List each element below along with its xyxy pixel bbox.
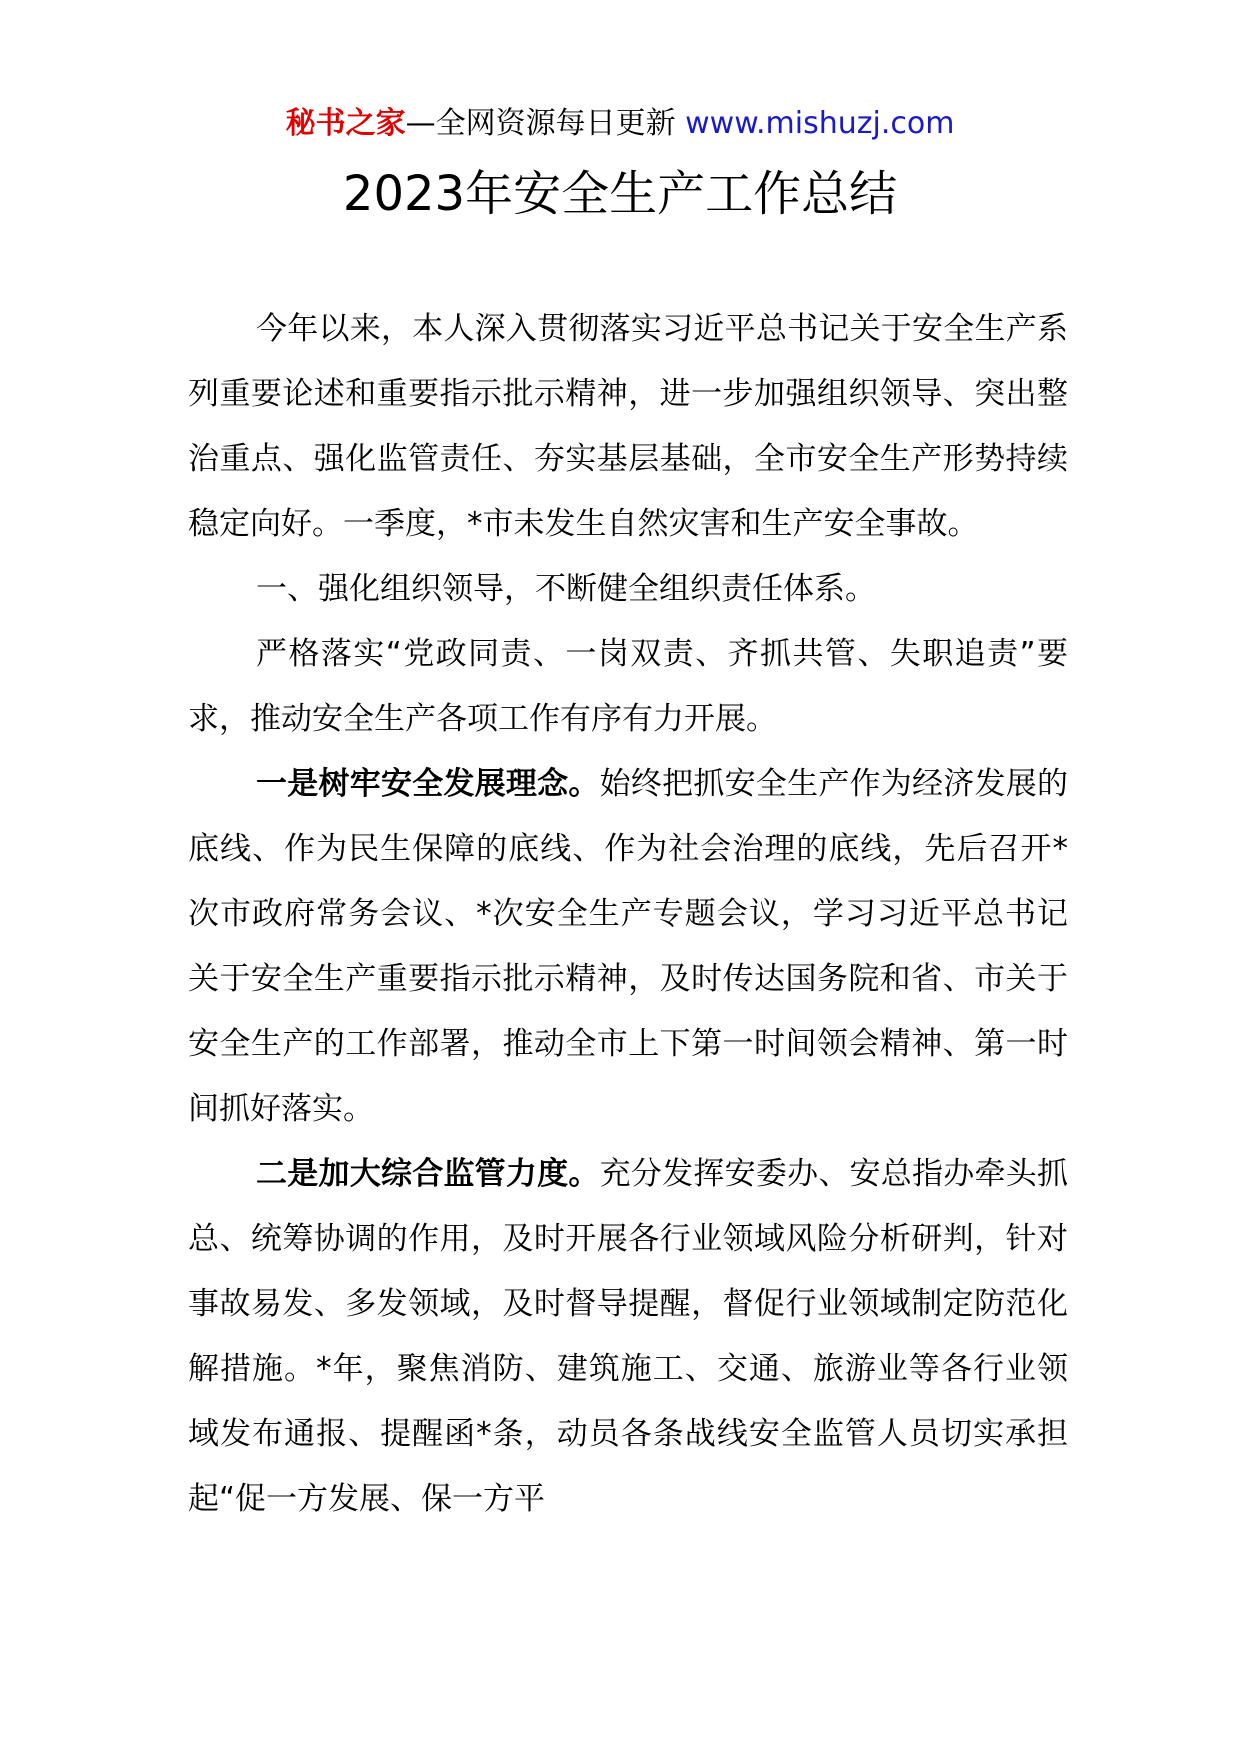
paragraph-intro [188, 297, 1068, 557]
paragraph-lead: 二是加大综合监管力度。 [256, 1156, 600, 1192]
document-title: 2023年安全生产工作总结 [342, 166, 898, 222]
paragraph-text: 充分发挥安委办、安总指办牵头抓总、统筹协调的作用，及时开展各行业领域风险分析研判，针对事故易发、多发领域，及时督导提醒，督促行业领域制定防范化解措施。*年，聚焦消防、建筑施工、交通、旅游业等各行业领域发布通报、提醒函*条，动员各条战线安全监管人员切实承担起“促一方发展、保一方平 [188, 1156, 1068, 1517]
paragraph-text: 严格落实“党政同责、一岗双责、齐抓共管、失职追责”要求，推动安全生产各项工作有序有力开展。 [188, 636, 1068, 737]
paragraph-point-two [188, 1142, 1068, 1532]
website-link[interactable]: www.mishuzj.com [685, 106, 955, 141]
paragraph-text: 今年以来，本人深入贯彻落实习近平总书记关于安全生产系列重要论述和重要指示批示精神，进一步加强组织领导、突出整治重点、强化监管责任、夯实基层基础，全市安全生产形势持续稳定向好。一季度，*市未发生自然灾害和生产安全事故。 [188, 311, 1068, 542]
document-body [188, 297, 1068, 1532]
header-banner [0, 100, 1240, 148]
paragraph-requirements [188, 622, 1068, 752]
header-tagline: —全网资源每日更新 [405, 106, 686, 141]
paragraph-text: 始终把抓安全生产作为经济发展的底线、作为民生保障的底线、作为社会治理的底线，先后召开*次市政府常务会议、*次安全生产专题会议，学习习近平总书记关于安全生产重要指示批示精神，及时传达国务院和省、市关于安全生产的工作部署，推动全市上下第一时间领会精神、第一时间抓好落实。 [188, 766, 1068, 1127]
paragraph-text: 一、强化组织领导，不断健全组织责任体系。 [256, 571, 876, 607]
paragraph-lead: 一是树牢安全发展理念。 [256, 766, 600, 802]
section-heading [188, 557, 1068, 622]
paragraph-point-one [188, 752, 1068, 1142]
brand-name: 秘书之家 [285, 106, 406, 141]
